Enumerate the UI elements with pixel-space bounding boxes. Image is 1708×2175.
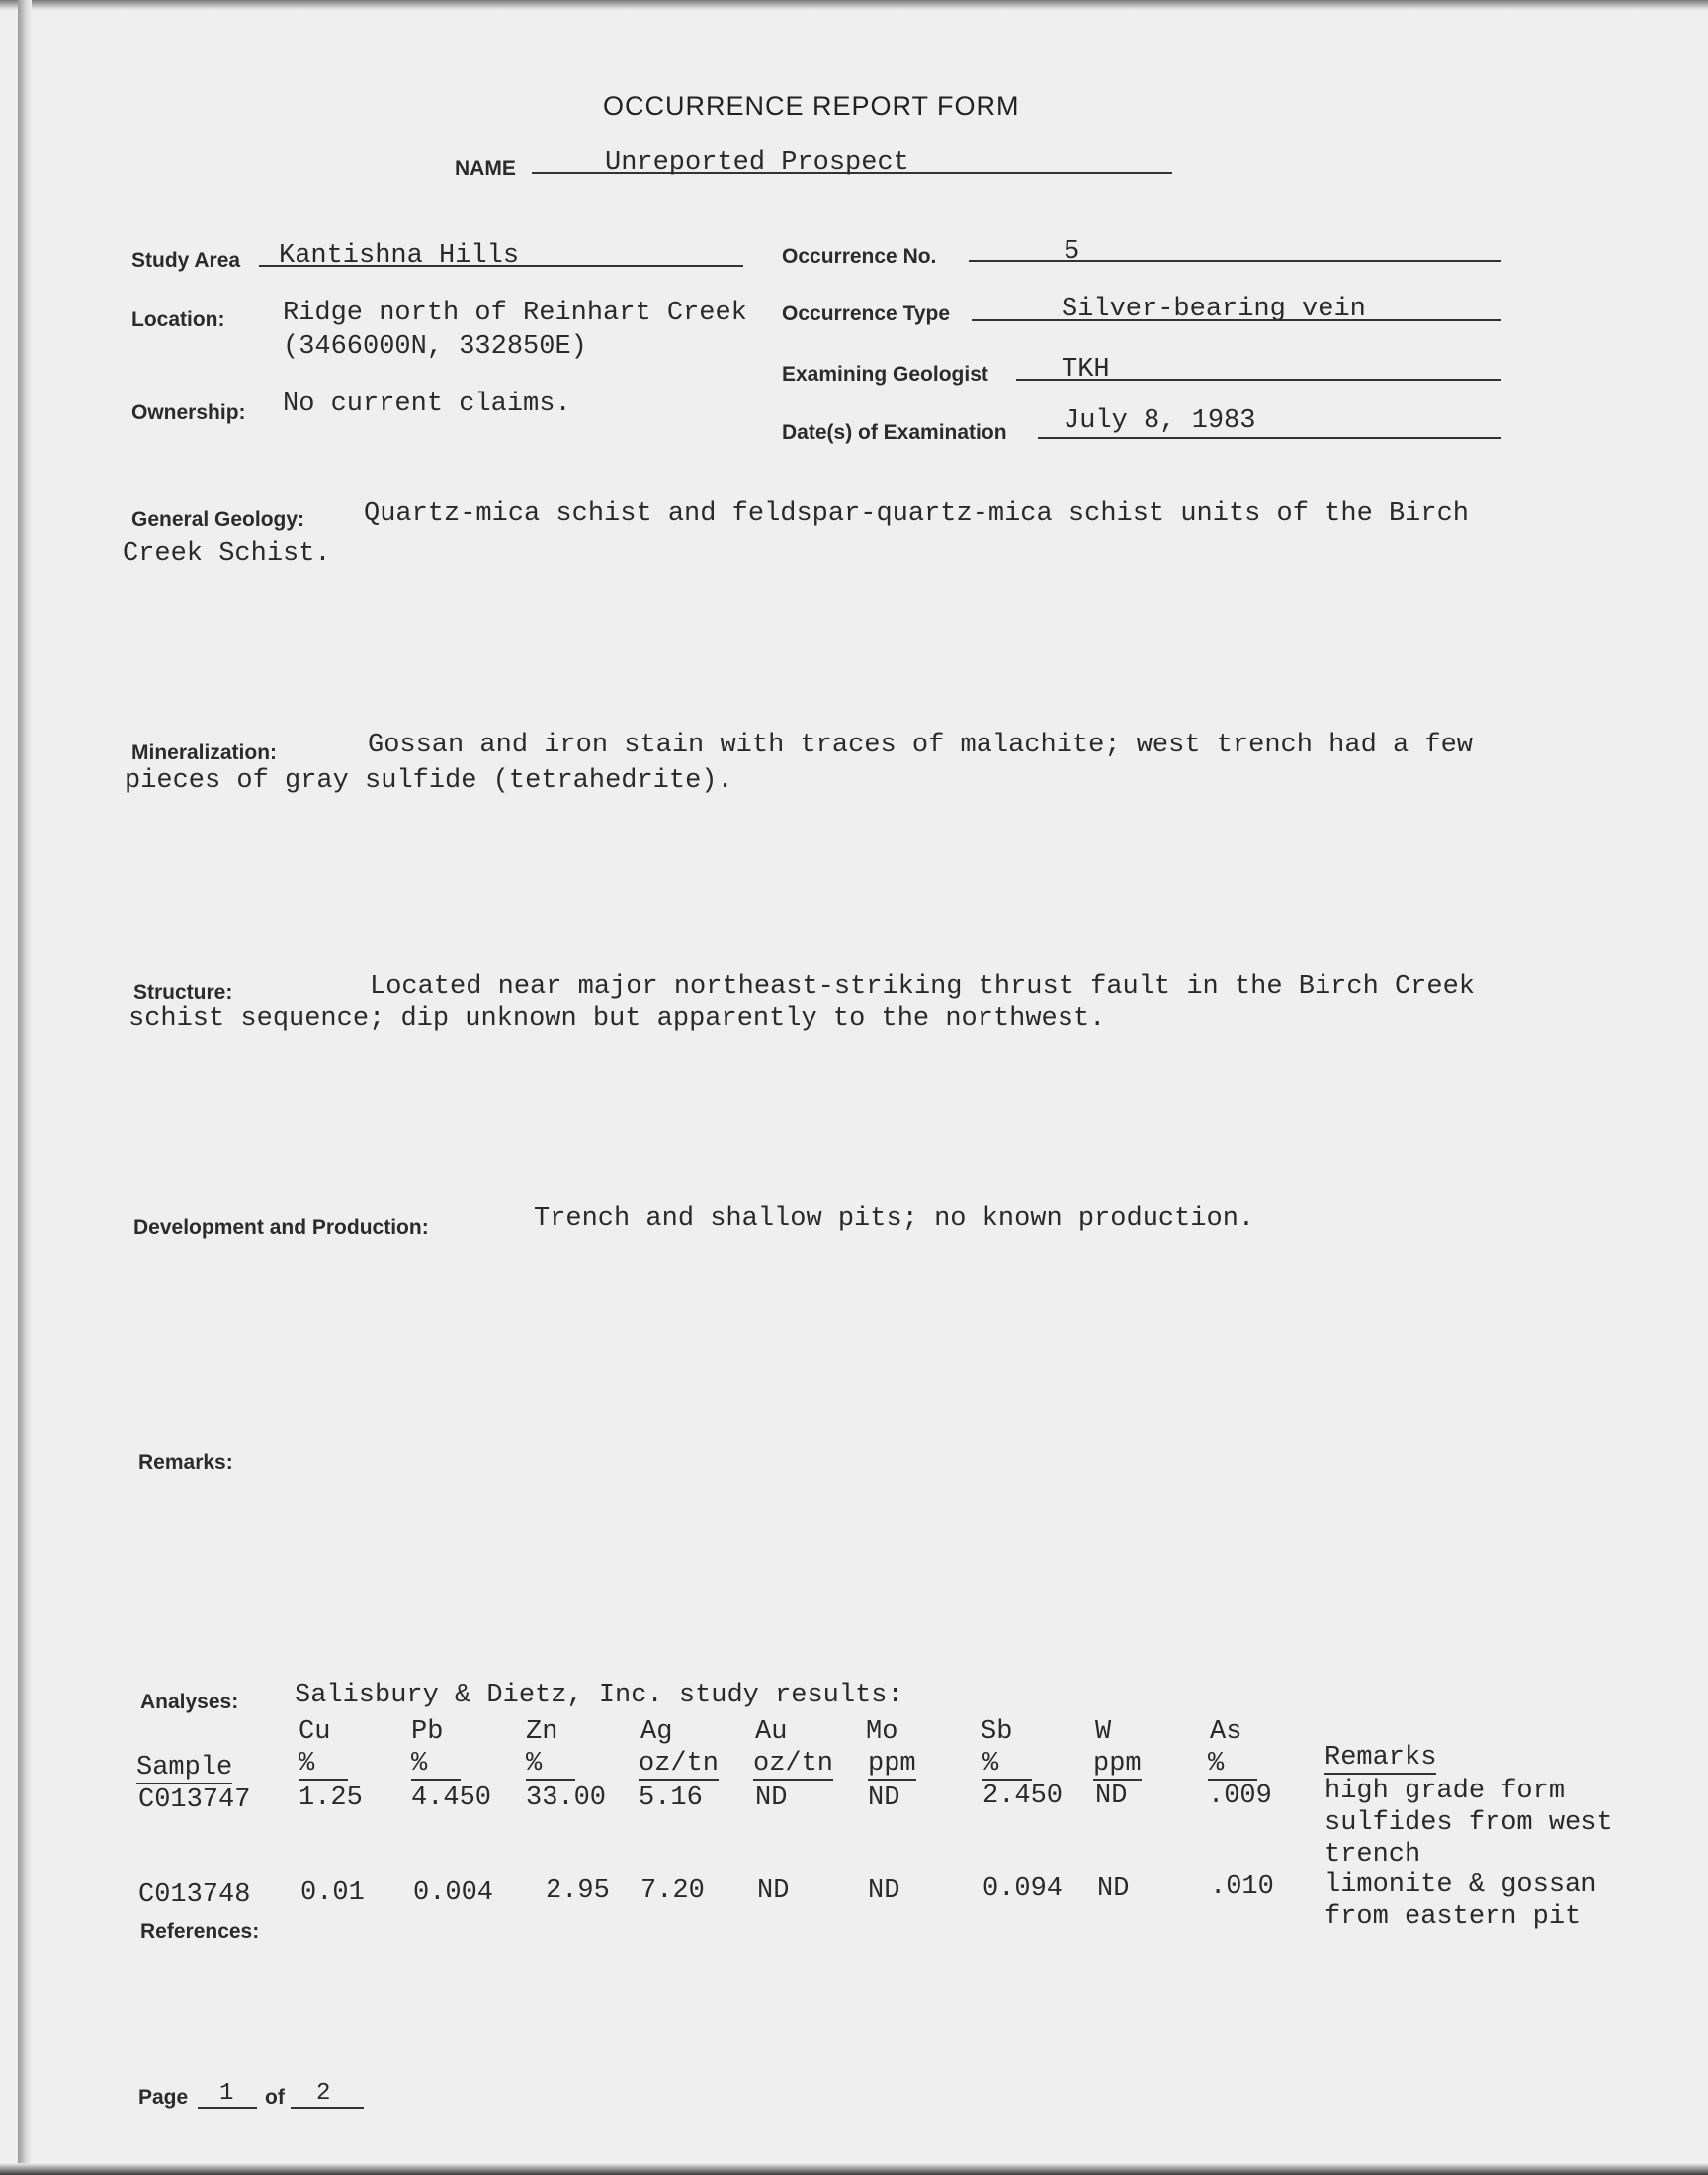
date-of-exam-label: Date(s) of Examination xyxy=(782,421,1007,444)
page-current: 1 xyxy=(219,2080,234,2107)
col-unit-as: % xyxy=(1208,1749,1257,1781)
row1-cu: 1.25 xyxy=(299,1784,363,1813)
location-line1: Ridge north of Reinhart Creek xyxy=(283,299,747,328)
col-header-ag: Ag xyxy=(640,1717,673,1747)
occurrence-no-value: 5 xyxy=(1064,237,1080,267)
general-geology-line2: Creek Schist. xyxy=(123,539,331,568)
ownership-label: Ownership: xyxy=(131,401,246,424)
occurrence-no-label: Occurrence No. xyxy=(782,245,937,268)
row1-sb: 2.450 xyxy=(982,1782,1064,1811)
mineralization-line2: pieces of gray sulfide (tetrahedrite). xyxy=(125,766,733,796)
row2-w: ND xyxy=(1097,1874,1130,1904)
general-geology-line1: Quartz-mica schist and feldspar-quartz-mica schist units of the Birch xyxy=(364,499,1469,529)
row2-ag: 7.20 xyxy=(640,1876,705,1906)
structure-line2: schist sequence; dip unknown but apparently to the northwest. xyxy=(128,1004,1106,1034)
row1-remarks-line3: trench xyxy=(1324,1840,1421,1870)
date-of-exam-rule xyxy=(1038,437,1501,439)
row1-remarks-line2: sulfides from west xyxy=(1324,1808,1613,1838)
development-value: Trench and shallow pits; no known production. xyxy=(534,1204,1255,1234)
row1-ag: 5.16 xyxy=(639,1784,703,1813)
page-total: 2 xyxy=(316,2080,331,2107)
page-label: Page xyxy=(138,2086,189,2109)
col-header-sb: Sb xyxy=(981,1717,1013,1747)
row1-as: .009 xyxy=(1208,1782,1272,1811)
analyses-label: Analyses: xyxy=(140,1691,239,1713)
row2-mo: ND xyxy=(868,1876,900,1906)
study-area-label: Study Area xyxy=(131,249,241,272)
mineralization-line1: Gossan and iron stain with traces of malachite; west trench had a few xyxy=(368,731,1473,760)
location-label: Location: xyxy=(131,308,225,331)
row2-remarks-line1: limonite & gossan xyxy=(1324,1870,1597,1900)
col-header-sample: Sample xyxy=(136,1753,233,1783)
location-line2: (3466000N, 332850E) xyxy=(283,332,587,362)
col-unit-sb: % xyxy=(982,1749,1032,1781)
references-label: References: xyxy=(140,1920,260,1943)
examining-geologist-value: TKH xyxy=(1062,355,1110,385)
row2-remarks-line2: from eastern pit xyxy=(1324,1902,1581,1932)
row1-au: ND xyxy=(755,1784,788,1813)
col-header-as: As xyxy=(1210,1717,1242,1747)
date-of-exam-value: July 8, 1983 xyxy=(1064,406,1256,436)
page-current-rule xyxy=(198,2107,257,2109)
row2-sb: 0.094 xyxy=(982,1874,1064,1904)
page-total-rule xyxy=(291,2107,364,2109)
row2-as: .010 xyxy=(1210,1872,1274,1902)
scan-left-edge xyxy=(18,0,32,2175)
examining-geologist-label: Examining Geologist xyxy=(782,363,988,386)
col-unit-ag: oz/tn xyxy=(639,1749,720,1779)
ownership-value: No current claims. xyxy=(283,390,571,419)
remarks-label: Remarks: xyxy=(138,1451,233,1474)
row1-zn: 33.00 xyxy=(526,1784,607,1813)
structure-line1: Located near major northeast-striking thrust fault in the Birch Creek xyxy=(370,972,1475,1001)
page-of-label: of xyxy=(265,2086,285,2109)
col-unit-zn: % xyxy=(526,1749,575,1781)
row2-sample: C013748 xyxy=(138,1880,251,1910)
col-header-w: W xyxy=(1095,1717,1112,1747)
name-label: NAME xyxy=(455,157,516,180)
col-header-remarks: Remarks xyxy=(1324,1743,1437,1773)
structure-label: Structure: xyxy=(133,981,233,1003)
row1-sample: C013747 xyxy=(138,1785,251,1815)
scan-bottom-edge xyxy=(0,2163,1708,2175)
mineralization-label: Mineralization: xyxy=(131,741,278,764)
name-value: Unreported Prospect xyxy=(605,148,909,178)
scan-top-edge xyxy=(0,0,1708,10)
analyses-source: Salisbury & Dietz, Inc. study results: xyxy=(295,1681,903,1710)
col-header-cu: Cu xyxy=(299,1717,331,1747)
col-header-zn: Zn xyxy=(526,1717,558,1747)
col-header-au: Au xyxy=(755,1717,788,1747)
general-geology-label: General Geology: xyxy=(131,508,305,531)
col-unit-mo: ppm xyxy=(868,1749,916,1779)
col-unit-pb: % xyxy=(411,1749,461,1781)
row2-zn: 2.95 xyxy=(546,1876,610,1906)
form-title: OCCURRENCE REPORT FORM xyxy=(603,91,1020,121)
occurrence-type-label: Occurrence Type xyxy=(782,303,951,325)
development-label: Development and Production: xyxy=(133,1216,429,1239)
row2-cu: 0.01 xyxy=(300,1878,365,1908)
col-header-mo: Mo xyxy=(866,1717,898,1747)
col-unit-cu: % xyxy=(299,1749,348,1781)
row2-pb: 0.004 xyxy=(413,1878,494,1908)
col-header-pb: Pb xyxy=(411,1717,444,1747)
col-unit-au: oz/tn xyxy=(753,1749,834,1779)
row1-mo: ND xyxy=(868,1784,900,1813)
study-area-value: Kantishna Hills xyxy=(279,241,520,271)
row1-pb: 4.450 xyxy=(411,1784,492,1813)
occurrence-type-value: Silver-bearing vein xyxy=(1062,295,1366,324)
col-unit-w: ppm xyxy=(1093,1749,1142,1779)
occurrence-no-rule xyxy=(969,260,1501,262)
row1-w: ND xyxy=(1095,1782,1128,1811)
row2-au: ND xyxy=(757,1876,790,1906)
row1-remarks-line1: high grade form xyxy=(1324,1777,1566,1806)
